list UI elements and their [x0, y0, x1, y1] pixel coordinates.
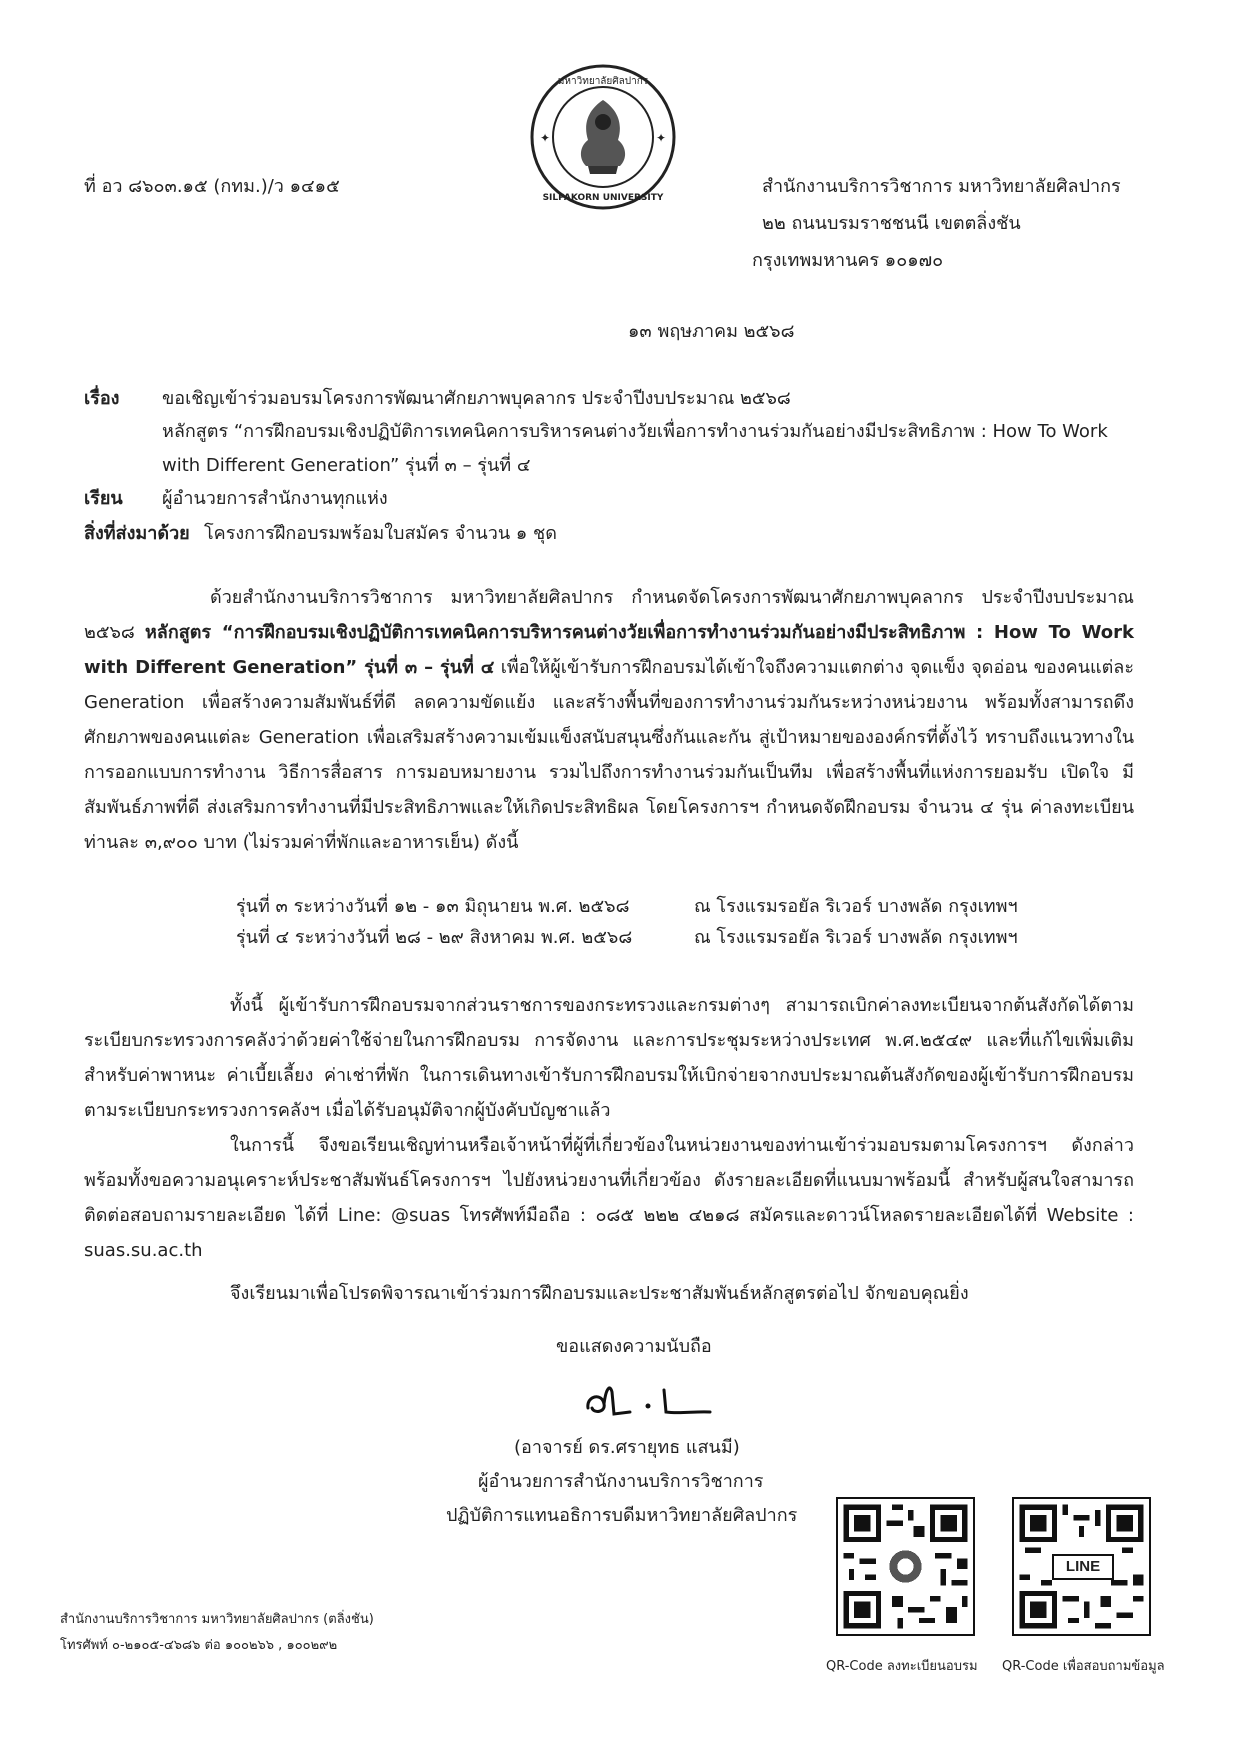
body-paragraph-2	[84, 988, 1134, 1268]
session-3-dates: รุ่นที่ ๓ ระหว่างวันที่ ๑๒ - ๑๓ มิถุนายน พ.ศ. ๒๕๖๘	[236, 896, 630, 917]
letter-date: ๑๓ พฤษภาคม ๒๕๖๘	[628, 321, 795, 342]
to-recipient: ผู้อำนวยการสำนักงานทุกแห่ง	[162, 488, 388, 509]
line-contact-qr-caption: QR-Code เพื่อสอบถามข้อมูล	[1002, 1659, 1165, 1674]
body-paragraph-1	[84, 580, 1134, 860]
signatory-acting: ปฏิบัติการแทนอธิการบดีมหาวิทยาลัยศิลปากร	[446, 1505, 798, 1526]
subject-line-2: หลักสูตร “การฝึกอบรมเชิงปฏิบัติการเทคนิคการบริหารคนต่างวัยเพื่อการทำงานร่วมกันอย่างมีประสิทธิภาพ : How To Work	[162, 421, 1108, 442]
office-address-line-3: กรุงเทพมหานคร ๑๐๑๗๐	[752, 250, 944, 271]
university-seal	[528, 62, 678, 212]
enclosure-label: สิ่งที่ส่งมาด้วย	[84, 523, 190, 544]
footer-office: สำนักงานบริการวิชาการ มหาวิทยาลัยศิลปากร (ตลิ่งชัน)	[60, 1612, 374, 1627]
footer-phone: โทรศัพท์ ๐-๒๑๐๕-๔๖๘๖ ต่อ ๑๐๐๒๖๖ , ๑๐๐๒๙๒	[60, 1638, 338, 1653]
office-address-line-1: สำนักงานบริการวิชาการ มหาวิทยาลัยศิลปากร	[762, 176, 1121, 197]
p1-course-title: หลักสูตร “การฝึกอบรมเชิงปฏิบัติการเทคนิคการบริหารคนต่างวัยเพื่อการทำงานร่วมกันอย่างมีประสิทธิภาพ : How To Work with Different Generation” รุ่นที่ ๓ – รุ่นที่ ๔	[84, 622, 1135, 678]
session-4-dates: รุ่นที่ ๔ ระหว่างวันที่ ๒๘ - ๒๙ สิงหาคม พ.ศ. ๒๕๖๘	[236, 927, 633, 948]
to-label: เรียน	[84, 488, 123, 509]
p1-rest: เพื่อให้ผู้เข้ารับการฝึกอบรมได้เข้าใจถึงความแตกต่าง จุดแข็ง จุดอ่อน ของคนแต่ละ Generation เพื่อสร้างความสัมพันธ์ที่ดี ลดความขัดแย้ง และสร้างพื้นที่ของการทำงานร่วมกันระหว่างหน่วยงาน พร้อมทั้งสามารถดึงศักยภาพของคนแต่ละ Generation เพื่อเสริมสร้างความเข้มแข็งสนับสนุนซึ่งกันและกัน สู่เป้าหมายขององค์กรที่ตั้งไว้ ทราบถึงแนวทางในการออกแบบการทำงาน วิธีการสื่อสาร การมอบหมายงาน รวมไปถึงการทำงานร่วมกันเป็นทีม เพื่อสร้างพื้นที่แห่งการยอมรับ เปิดใจ มีสัมพันธ์ภาพที่ดี ส่งเสริมการทำงานที่มีประสิทธิภาพและให้เกิดประสิทธิผล โดยโครงการฯ กำหนดจัดฝึกอบรม จำนวน ๔ รุ่น ค่าลงทะเบียน ท่านละ ๓,๙๐๐ บาท (ไม่รวมค่าที่พักและอาหารเย็น) ดังนี้	[84, 657, 1134, 853]
p3-text: ในการนี้ จึงขอเรียนเชิญท่านหรือเจ้าหน้าที่ผู้ที่เกี่ยวข้องในหน่วยงานของท่านเข้าร่วมอบรมตามโครงการฯ ดังกล่าว พร้อมทั้งขอความอนุเคราะห์ประชาสัมพันธ์โครงการฯ ไปยังหน่วยงานที่เกี่ยวข้อง ดังรายละเอียดที่แนบมาพร้อมนี้ สำหรับผู้สนใจสามารถติดต่อสอบถามรายละเอียด ได้ที่ Line: @suas โทรศัพท์มือถือ : ๐๘๕ ๒๒๒ ๔๒๑๘ สมัครและดาวน์โหลดรายละเอียดได้ที่ Website : suas.su.ac.th	[84, 1135, 1134, 1261]
p2-text: ทั้งนี้ ผู้เข้ารับการฝึกอบรมจากส่วนราชการของกระทรวงและกรมต่างๆ สามารถเบิกค่าลงทะเบียนจากต้นสังกัดได้ตามระเบียบกระทรวงการคลังว่าด้วยค่าใช้จ่ายในการฝึกอบรม การจัดงาน และการประชุมระหว่างประเทศ พ.ศ.๒๕๔๙ และที่แก้ไขเพิ่มเติม สำหรับค่าพาหนะ ค่าเบี้ยเลี้ยง ค่าเช่าที่พัก ในการเดินทางเข้ารับการฝึกอบรมให้เบิกจ่ายจากงบประมาณต้นสังกัดของผู้เข้ารับการฝึกอบรมตามระเบียบกระทรวงการคลังฯ เมื่อได้รับอนุมัติจากผู้บังคับบัญชาแล้ว	[84, 995, 1134, 1121]
office-address-line-2: ๒๒ ถนนบรมราชชนนี เขตตลิ่งชัน	[762, 213, 1021, 234]
session-3-venue: ณ โรงแรมรอยัล ริเวอร์ บางพลัด กรุงเทพฯ	[694, 896, 1018, 917]
closing-line: จึงเรียนมาเพื่อโปรดพิจารณาเข้าร่วมการฝึกอบรมและประชาสัมพันธ์หลักสูตรต่อไป จักขอบคุณยิ่ง	[230, 1283, 969, 1304]
p1-lead: ด้วยสำนักงานบริการวิชาการ มหาวิทยาลัยศิลปากร กำหนดจัดโครงการพัฒนาศักยภาพบุคลากร ประจำปีงบประมาณ ๒๕๖๘	[84, 587, 1134, 643]
subject-label: เรื่อง	[84, 388, 120, 409]
registration-qr-code[interactable]	[836, 1497, 975, 1636]
svg-text:✦: ✦	[656, 131, 667, 145]
signatory-title: ผู้อำนวยการสำนักงานบริการวิชาการ	[478, 1471, 764, 1492]
session-4-venue: ณ โรงแรมรอยัล ริเวอร์ บางพลัด กรุงเทพฯ	[694, 927, 1018, 948]
salutation: ขอแสดงความนับถือ	[556, 1336, 712, 1357]
reference-number: ที่ อว ๘๖๐๓.๑๕ (กทม.)/ว ๑๔๑๕	[84, 176, 340, 197]
line-contact-qr-code[interactable]	[1012, 1497, 1151, 1636]
line-logo-badge: LINE	[1052, 1554, 1114, 1580]
svg-text:มหาวิทยาลัยศิลปากร: มหาวิทยาลัยศิลปากร	[557, 76, 649, 87]
registration-qr-caption: QR-Code ลงทะเบียนอบรม	[826, 1659, 978, 1674]
signatory-name: (อาจารย์ ดร.ศรายุทธ แสนมี)	[514, 1437, 740, 1458]
enclosure-text: โครงการฝึกอบรมพร้อมใบสมัคร จำนวน ๑ ชุด	[204, 523, 557, 544]
svg-text:✦: ✦	[540, 131, 551, 145]
svg-text:SILPAKORN UNIVERSITY: SILPAKORN UNIVERSITY	[542, 193, 664, 203]
handwritten-signature	[580, 1378, 720, 1426]
subject-line-3: with Different Generation” รุ่นที่ ๓ – รุ่นที่ ๔	[162, 455, 531, 476]
subject-line-1: ขอเชิญเข้าร่วมอบรมโครงการพัฒนาศักยภาพบุคลากร ประจำปีงบประมาณ ๒๕๖๘	[162, 388, 791, 409]
